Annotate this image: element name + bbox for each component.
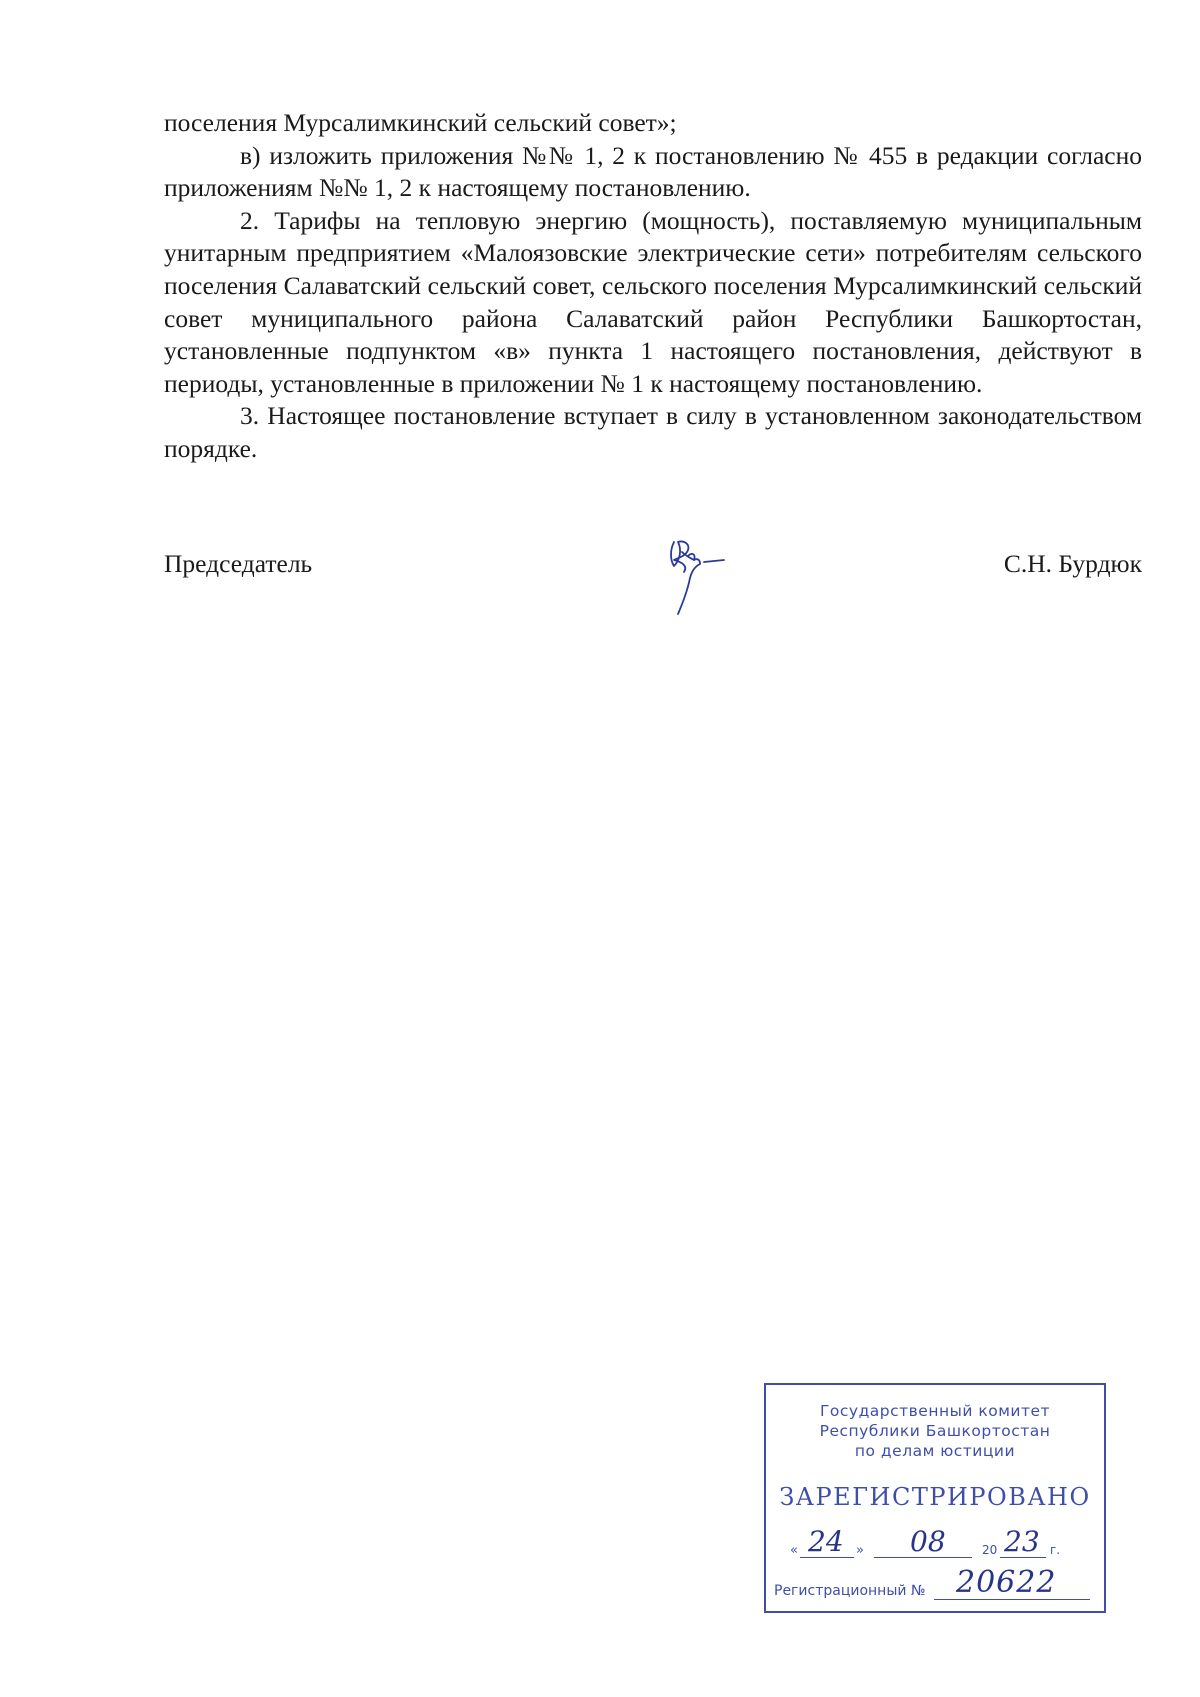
paragraph-item-3: 3. Настоящее постановление вступает в силу в установленном законодательством порядке. [164,401,1142,463]
stamp-day: 24 [808,1525,844,1558]
stamp-date [790,1525,1090,1561]
signatory-title: Председатель [164,549,313,578]
signatory-name: С.Н. Бурдюк [1003,549,1142,578]
stamp-year-prefix: 20 [982,1543,998,1557]
stamp-month: 08 [910,1525,946,1558]
stamp-org-line: по делам юстиции [854,1442,1016,1460]
handwritten-signature [660,530,750,620]
stamp-reg-number-label: Регистрационный № [774,1583,926,1599]
stamp-registration-number [774,1567,1100,1603]
stamp-registered-label: ЗАРЕГИСТРИРОВАНО [779,1483,1091,1511]
stamp-reg-number-line [934,1599,1090,1600]
stamp-year-line [1000,1557,1046,1558]
stamp-reg-number: 20622 [956,1565,1057,1600]
stamp-day-line [800,1557,854,1558]
stamp-year-unit: г. [1050,1543,1061,1557]
stamp-year-suffix: 23 [1004,1525,1040,1558]
registration-stamp [764,1383,1106,1613]
stamp-organization [766,1401,1104,1461]
stamp-org-line: Государственный комитет [819,1402,1051,1420]
stamp-quote-close: » [856,1543,864,1558]
paragraph-item-2: 2. Тарифы на тепловую энергию (мощность), поставляемую муниципальным унитарным предприятием «Малоязовские электрические сети» потребителям сельского поселения Салаватский сельский совет, сельского поселения Мурсалимкинский сельский совет муниципального района Салаватский район Республики Башкортостан, установленные подпунктом «в» пункта 1 настоящего постановления, действуют в периоды, установленные в приложении № 1 к настоящему постановлению. [164,205,1142,398]
paragraph-item-v: в) изложить приложения №№ 1, 2 к постановлению № 455 в редакции согласно приложениям №№ 1, 2 к настоящему постановлению. [164,140,1142,203]
stamp-org-line: Республики Башкортостан [819,1422,1051,1440]
document-body [164,107,1142,466]
stamp-quote-open: « [790,1543,798,1558]
paragraph-continuation: поселения Мурсалимкинский сельский совет»; [164,108,677,137]
